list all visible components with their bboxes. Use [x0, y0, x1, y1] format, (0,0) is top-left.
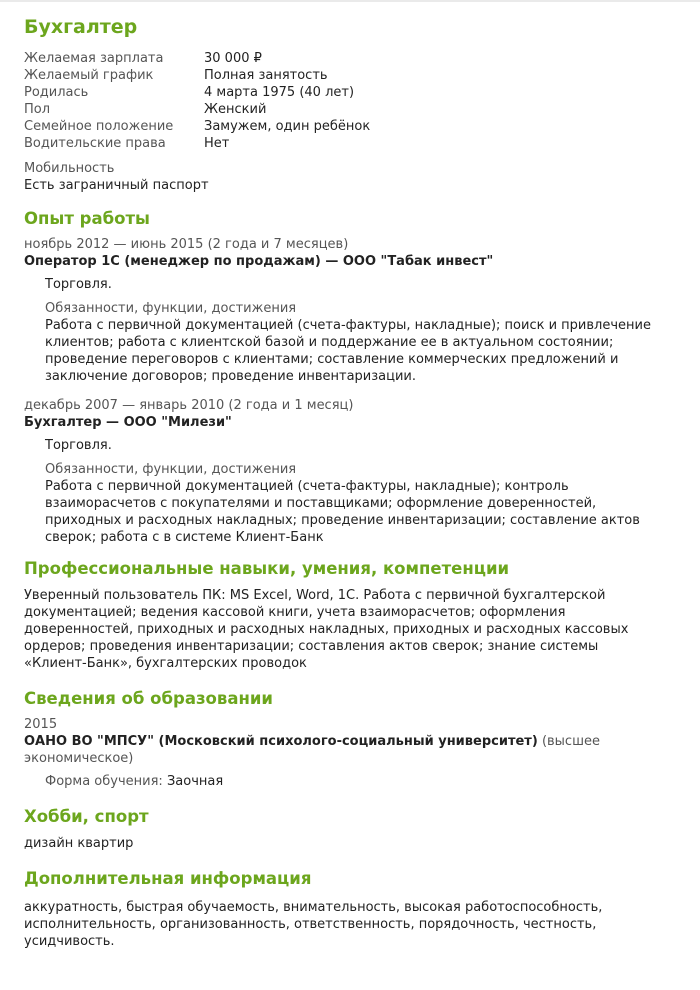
info-label: Водительские права [24, 136, 166, 151]
mobility-value: Есть заграничный паспорт [24, 178, 209, 193]
education-form-value: Заочная [166, 774, 224, 789]
mobility-label: Мобильность [24, 161, 115, 176]
info-value: Женский [204, 102, 267, 117]
info-row-marital [24, 118, 700, 135]
job-entry [24, 397, 700, 546]
info-row-schedule [24, 67, 700, 84]
job-industry: Торговля. [45, 277, 112, 292]
info-value: Замужем, один ребёнок [204, 119, 371, 134]
job-details [24, 276, 675, 385]
job-period: ноябрь 2012 — июнь 2015 (2 года и 7 месяцев) [24, 237, 349, 252]
hobby-text: дизайн квартир [24, 836, 134, 851]
info-label: Желаемый график [24, 68, 154, 83]
education-institution: ОАНО ВО "МПСУ" (Московский психолого-социальный университет) [24, 734, 538, 749]
additional-heading: Дополнительная информация [24, 869, 312, 888]
resume-title: Бухгалтер [24, 16, 138, 38]
info-value: 4 марта 1975 (40 лет) [204, 85, 355, 100]
education-form [24, 773, 675, 790]
hobby-heading: Хобби, спорт [24, 807, 149, 826]
personal-info [24, 50, 700, 152]
education-entry [24, 716, 700, 790]
education-specialization: (высшее экономическое) [24, 734, 600, 766]
info-value: Нет [204, 136, 230, 151]
info-label: Пол [24, 102, 51, 117]
job-period: декабрь 2007 — январь 2010 (2 года и 1 месяц) [24, 398, 354, 413]
education-year: 2015 [24, 717, 58, 732]
job-entry [24, 236, 700, 385]
info-value: 30 000 ₽ [204, 51, 262, 66]
experience-heading: Опыт работы [24, 209, 150, 228]
job-details [24, 437, 675, 546]
info-row-license [24, 135, 700, 152]
job-position: Бухгалтер — ООО "Милези" [24, 415, 232, 430]
info-value: Полная занятость [204, 68, 328, 83]
additional-text: аккуратность, быстрая обучаемость, внимательность, высокая работоспособность, исполнительность, организованность, ответственность, порядочность, честность, усидчивость. [24, 900, 603, 949]
education-form-label: Форма обучения: [45, 774, 163, 789]
duties-label: Обязанности, функции, достижения [45, 462, 297, 477]
skills-text: Уверенный пользователь ПК: MS Excel, Word, 1С. Работа с первичной бухгалтерской документацией; ведения кассовой книги, учета взаиморасчетов; оформления доверенностей, приходных и расходных накладных, приходных и расходных кассовых ордеров; проведения инвентаризации; составления актов сверок; знание системы «Клиент-Банк», бухгалтерских проводок [24, 588, 629, 671]
info-row-birthdate [24, 84, 700, 101]
education-heading: Сведения об образовании [24, 689, 273, 708]
duties-text: Работа с первичной документацией (счета-фактуры, накладные); контроль взаиморасчетов с покупателями и поставщиками; оформление доверенностей, приходных и расходных накладных; проведение инвентаризации; составление актов сверок; работа с в системе Клиент-Банк [45, 479, 640, 545]
info-row-salary [24, 50, 700, 67]
info-label: Родилась [24, 85, 89, 100]
info-row-gender [24, 101, 700, 118]
skills-heading: Профессиональные навыки, умения, компетенции [24, 559, 510, 578]
info-label: Семейное положение [24, 119, 174, 134]
duties-label: Обязанности, функции, достижения [45, 301, 297, 316]
education-institution-line [24, 733, 664, 767]
job-position: Оператор 1С (менеджер по продажам) — ООО "Табак инвест" [24, 254, 494, 269]
job-industry: Торговля. [45, 438, 112, 453]
info-label: Желаемая зарплата [24, 51, 164, 66]
duties-text: Работа с первичной документацией (счета-фактуры, накладные); поиск и привлечение клиентов; работа с клиентской базой и поддержание ее в актуальном состоянии; проведение переговоров с клиентами; составление коммерческих предложений и заключение договоров; проведение инвентаризации. [45, 318, 651, 384]
